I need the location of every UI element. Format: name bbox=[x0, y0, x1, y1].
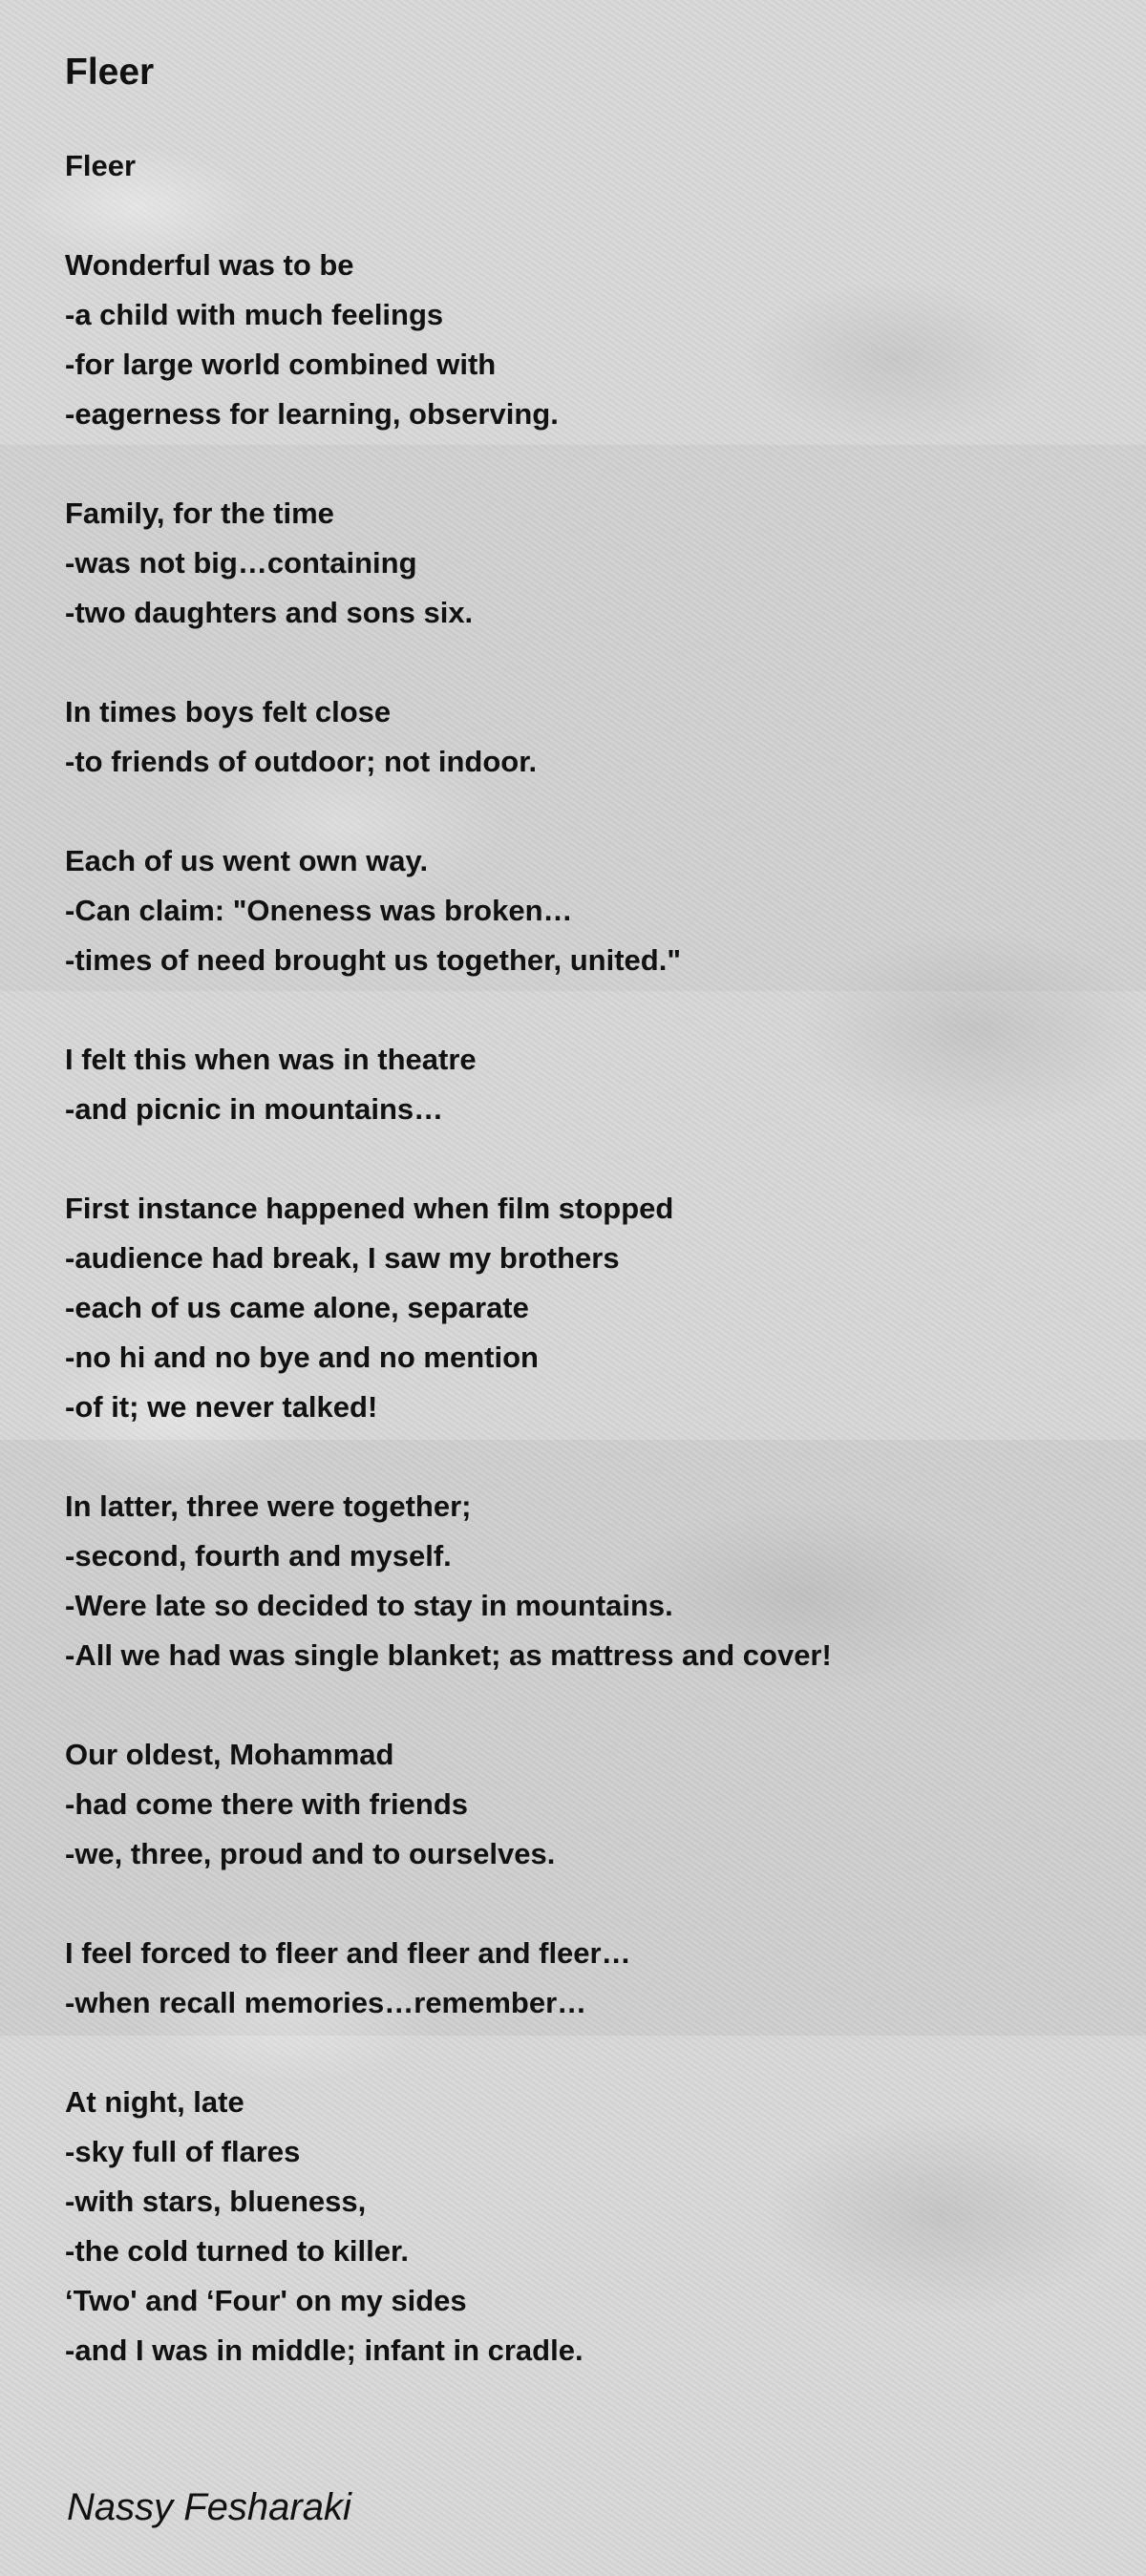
stanza-8 bbox=[65, 1482, 1096, 1680]
stanza-11 bbox=[65, 2078, 1096, 2375]
poem-line: Fleer bbox=[65, 149, 137, 182]
stanza-9 bbox=[65, 1730, 1096, 1879]
stanza-2 bbox=[65, 241, 1096, 439]
poem-line: I feel forced to fleer and fleer and fleer… bbox=[65, 1936, 631, 1970]
poem-title: Fleer bbox=[65, 52, 155, 93]
poem-line: ‘Two' and ‘Four' on my sides bbox=[65, 2284, 467, 2317]
poem-line: -we, three, proud and to ourselves. bbox=[65, 1837, 556, 1870]
poem-line: Our oldest, Mohammad bbox=[65, 1738, 394, 1771]
poem-line: -when recall memories…remember… bbox=[65, 1986, 587, 2019]
poem-line: -for large world combined with bbox=[65, 348, 497, 381]
poem-line: -of it; we never talked! bbox=[65, 1390, 378, 1424]
poem-line: -eagerness for learning, observing. bbox=[65, 397, 559, 431]
stanza-4 bbox=[65, 687, 1096, 787]
poem-line: -audience had break, I saw my brothers bbox=[65, 1241, 620, 1275]
poem-line: -Were late so decided to stay in mountains. bbox=[65, 1589, 673, 1622]
stanza-3 bbox=[65, 489, 1096, 638]
poem-line: -was not big…containing bbox=[65, 546, 417, 580]
poem-line: Each of us went own way. bbox=[65, 844, 429, 877]
poem-line: I felt this when was in theatre bbox=[65, 1043, 477, 1076]
poem-line: -had come there with friends bbox=[65, 1787, 469, 1821]
poem-line: -second, fourth and myself. bbox=[65, 1539, 452, 1573]
poem-line: At night, late bbox=[65, 2085, 244, 2119]
poem-line: -to friends of outdoor; not indoor. bbox=[65, 745, 538, 778]
poem-body bbox=[65, 141, 1096, 2425]
poem-line: Family, for the time bbox=[65, 496, 334, 530]
poem-line: First instance happened when film stopped bbox=[65, 1192, 674, 1225]
poem-line: In times boys felt close bbox=[65, 695, 392, 728]
author-signature: Nassy Fesharaki bbox=[67, 2486, 351, 2528]
stanza-5 bbox=[65, 836, 1096, 985]
poem-line: -each of us came alone, separate bbox=[65, 1291, 529, 1324]
poem-line: -the cold turned to killer. bbox=[65, 2234, 409, 2268]
poem-line: -times of need brought us together, united." bbox=[65, 943, 682, 977]
poem-line: -and picnic in mountains… bbox=[65, 1092, 444, 1126]
poem-line: -a child with much feelings bbox=[65, 298, 444, 331]
poem-line: Wonderful was to be bbox=[65, 248, 354, 282]
stanza-7 bbox=[65, 1184, 1096, 1432]
poem-line: -and I was in middle; infant in cradle. bbox=[65, 2333, 584, 2367]
poem-line: In latter, three were together; bbox=[65, 1489, 472, 1523]
poem-line: -with stars, blueness, bbox=[65, 2185, 367, 2218]
poem-line: -two daughters and sons six. bbox=[65, 596, 474, 629]
stanza-1 bbox=[65, 141, 1096, 191]
stanza-10 bbox=[65, 1929, 1096, 2028]
poem-line: -no hi and no bye and no mention bbox=[65, 1341, 539, 1374]
stanza-6 bbox=[65, 1035, 1096, 1134]
poem-line: -All we had was single blanket; as mattress and cover! bbox=[65, 1638, 832, 1672]
poem-line: -Can claim: "Oneness was broken… bbox=[65, 894, 573, 927]
poem-line: -sky full of flares bbox=[65, 2135, 301, 2168]
